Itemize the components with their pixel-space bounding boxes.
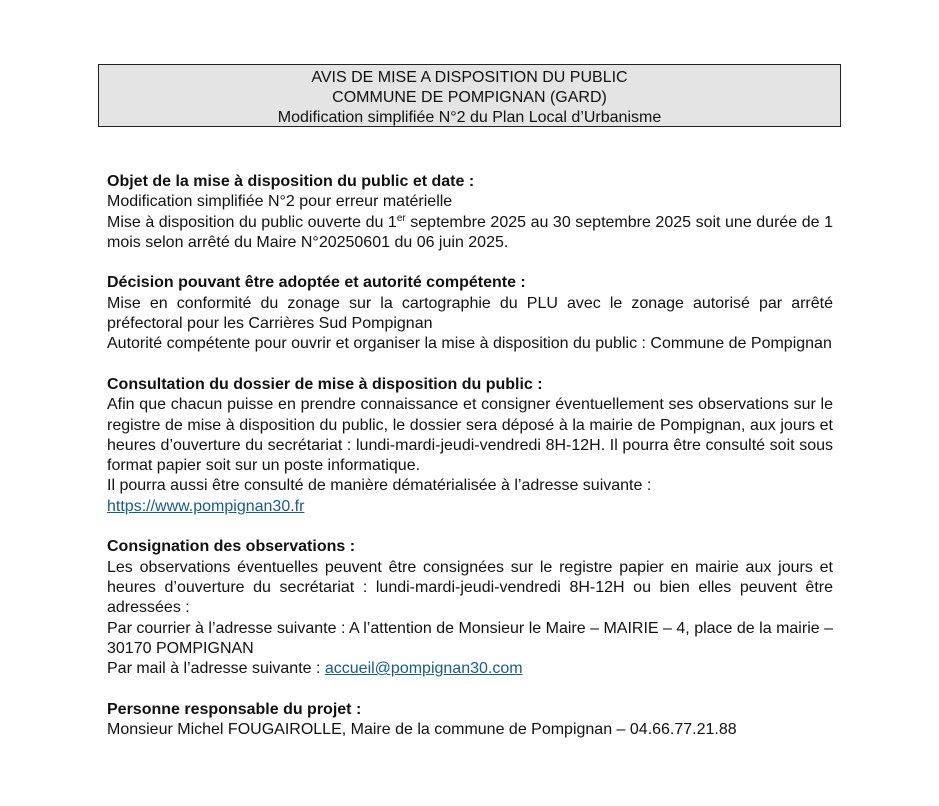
- notice-subject: Modification simplifiée N°2 du Plan Local d’Urbanisme: [277, 109, 662, 126]
- objet-dates: [107, 213, 833, 254]
- consultation-online: Il pourra aussi être consulté de manière dématérialisée à l’adresse suivante :: [107, 477, 652, 495]
- notice-title: AVIS DE MISE A DISPOSITION DU PUBLIC: [311, 69, 628, 86]
- section-objet: [107, 172, 833, 253]
- responsable-text: Monsieur Michel FOUGAIROLLE, Maire de la commune de Pompignan – 04.66.77.21.88: [107, 721, 737, 739]
- consignation-email-row: [107, 659, 833, 679]
- section-title-consignation: Consignation des observations :: [107, 538, 356, 556]
- section-title-decision: Décision pouvant être adoptée et autorité compétente :: [107, 274, 526, 292]
- decision-text: Mise en conformité du zonage sur la cartographie du PLU avec le zonage autorisé par arrêté préfectoral pour les Carrières Sud Pompignan: [107, 294, 833, 333]
- objet-line1: Modification simplifiée N°2 pour erreur matérielle: [107, 193, 453, 211]
- email-link[interactable]: accueil@pompignan30.com: [324, 660, 523, 678]
- decision-authority: Autorité compétente pour ouvrir et organiser la mise à disposition du public : Commune de Pompignan: [107, 335, 832, 353]
- consultation-link-row: [107, 497, 833, 517]
- notice-header: [98, 64, 841, 127]
- consultation-text: Afin que chacun puisse en prendre connaissance et consigner éventuellement ses observations sur le registre de mise à disposition du public, le dossier sera déposé à la mairie de Pompignan, aux jours et heures d’ouverture du secrétariat : lundi-mardi-jeudi-vendredi 8H-12H. Il pourra être consulté soit sous format papier soit sur un poste informatique.: [107, 396, 833, 475]
- consignation-email-prefix: Par mail à l’adresse suivante :: [107, 660, 325, 678]
- section-consignation: [107, 537, 833, 679]
- section-title-consultation: Consultation du dossier de mise à disposition du public :: [107, 375, 543, 393]
- section-title-objet: Objet de la mise à disposition du public et date :: [107, 173, 475, 190]
- section-decision: [107, 273, 833, 354]
- notice-body: [107, 172, 833, 761]
- section-consultation: [107, 375, 833, 517]
- commune-name: COMMUNE DE POMPIGNAN (GARD): [332, 89, 607, 106]
- consignation-text: Les observations éventuelles peuvent être consignées sur le registre papier en mairie aux jours et heures d’ouverture du secrétariat : lundi-mardi-jeudi-vendredi 8H-12H ou bien elles peuvent être adressées :: [107, 558, 833, 617]
- section-title-responsable: Personne responsable du projet :: [107, 700, 362, 718]
- objet-dates-start: Mise à disposition du public ouverte du 1: [107, 213, 397, 231]
- ordinal-superscript: er: [396, 212, 406, 224]
- consignation-postal: Par courrier à l’adresse suivante : A l’attention de Monsieur le Maire – MAIRIE – 4, place de la mairie – 30170 POMPIGNAN: [107, 619, 833, 657]
- website-link[interactable]: https://www.pompignan30.fr: [107, 497, 305, 515]
- objet-dates-rest: septembre 2025 au 30 septembre 2025 soit une durée de 1 mois selon arrêté du Maire N°20250601 du 06 juin 2025.: [107, 213, 834, 251]
- section-responsable: [107, 700, 833, 741]
